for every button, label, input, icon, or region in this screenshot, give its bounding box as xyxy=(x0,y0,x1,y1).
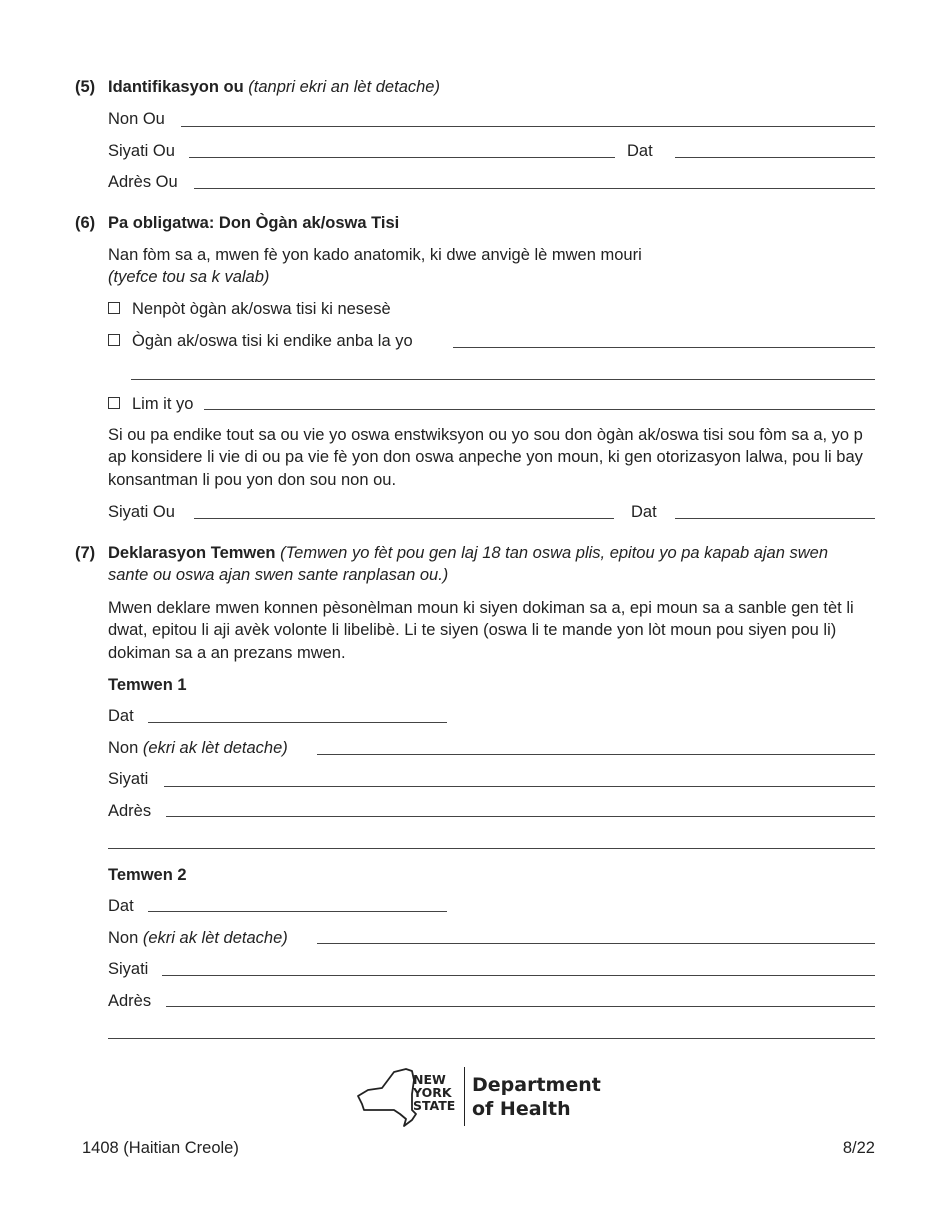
witness-1-name-text: Non xyxy=(108,739,139,757)
donation-signature-field[interactable] xyxy=(194,518,614,519)
witness-2-address-label: Adrès xyxy=(108,992,152,1010)
donation-intro-note: (tyefce tou sa k valab) xyxy=(108,268,270,286)
donation-paragraph: Si ou pa endike tout sa ou vie yo oswa enstwiksyon ou yo sou don ògàn ak/oswa tisi sou fòm sa a, yo p ap konsidere li vie di ou pa vie fè yon don oswa anpeche yon moun, ki gen otorizasyon lalwa, pou li bay konsantman li pou yon don sou non ou. xyxy=(108,426,863,489)
witness-2-date-field[interactable] xyxy=(148,911,447,912)
witness-1-name-label xyxy=(108,737,288,759)
witness-1-date-label: Dat xyxy=(108,707,134,725)
option-limits[interactable] xyxy=(108,393,193,415)
witness-1-address-field[interactable] xyxy=(166,816,875,817)
form-date: 8/22 xyxy=(842,1139,875,1157)
witness-2-address-field-2[interactable] xyxy=(108,1038,875,1039)
donation-intro: Nan fòm sa a, mwen fè yon kado anatomik, ki dwe anvigè lè mwen mouri xyxy=(108,246,642,264)
limits-field[interactable] xyxy=(204,409,875,410)
witness-1-signature-field[interactable] xyxy=(164,786,875,787)
section-6-title: Pa obligatwa: Don Ògàn ak/oswa Tisi xyxy=(108,214,400,232)
checkbox-listed-organs[interactable] xyxy=(108,334,120,346)
witness-1-title: Temwen 1 xyxy=(108,676,187,694)
option-listed-organs-label: Ògàn ak/oswa tisi ki endike anba la yo xyxy=(132,332,413,350)
section-5-heading xyxy=(108,76,440,98)
section-7-title: Deklarasyon Temwen xyxy=(108,544,276,562)
witness-2-title: Temwen 2 xyxy=(108,866,187,884)
witness-2-signature-field[interactable] xyxy=(162,975,875,976)
dept-line-1: Department xyxy=(472,1074,601,1096)
signature-label: Siyati Ou xyxy=(108,142,175,160)
witness-2-name-note: (ekri ak lèt detache) xyxy=(142,929,288,947)
name-label: Non Ou xyxy=(108,110,165,128)
option-limits-label: Lim it yo xyxy=(132,395,194,413)
nys-map-icon xyxy=(356,1066,418,1128)
section-7-number: (7) xyxy=(75,544,96,562)
state-line-1: NEW xyxy=(413,1072,446,1087)
section-7-note: (Temwen yo fèt pou gen laj 18 tan oswa plis, epitou yo pa kapab ajan swen sante ou oswa ajan swen sante ranplasan ou.) xyxy=(108,544,829,584)
date-field[interactable] xyxy=(675,157,875,158)
section-6-number: (6) xyxy=(75,214,96,232)
witness-1-address-label: Adrès xyxy=(108,802,152,820)
witness-2-signature-label: Siyati xyxy=(108,960,149,978)
witness-1-name-note: (ekri ak lèt detache) xyxy=(142,739,288,757)
logo-divider xyxy=(464,1067,465,1126)
witness-2-name-field[interactable] xyxy=(317,943,875,944)
witness-1-date-field[interactable] xyxy=(148,722,447,723)
option-any-organs[interactable] xyxy=(108,298,391,320)
address-label: Adrès Ou xyxy=(108,173,178,191)
section-7-heading xyxy=(108,542,868,586)
witness-2-name-text: Non xyxy=(108,929,139,947)
option-listed-organs[interactable] xyxy=(108,330,413,352)
form-id: 1408 (Haitian Creole) xyxy=(82,1139,239,1157)
listed-organs-field-2[interactable] xyxy=(131,379,875,380)
witness-2-date-label: Dat xyxy=(108,897,134,915)
signature-field[interactable] xyxy=(189,157,615,158)
witness-2-address-field[interactable] xyxy=(166,1006,875,1007)
listed-organs-field[interactable] xyxy=(453,347,875,348)
dept-line-2: of Health xyxy=(472,1098,571,1120)
section-5-title: Idantifikasyon ou xyxy=(108,78,244,96)
state-line-2: YORK xyxy=(413,1085,452,1100)
nys-wordmark xyxy=(413,1073,455,1112)
witness-1-signature-label: Siyati xyxy=(108,770,149,788)
section-5-number: (5) xyxy=(75,78,96,96)
witness-2-name-label xyxy=(108,927,288,949)
nys-doh-logo xyxy=(356,1066,601,1130)
witness-1-address-field-2[interactable] xyxy=(108,848,875,849)
witness-1-name-field[interactable] xyxy=(317,754,875,755)
dept-wordmark xyxy=(472,1073,601,1121)
option-any-organs-label: Nenpòt ògàn ak/oswa tisi ki nesesè xyxy=(132,300,391,318)
donation-signature-label: Siyati Ou xyxy=(108,503,175,521)
checkbox-limits[interactable] xyxy=(108,397,120,409)
witness-paragraph: Mwen deklare mwen konnen pèsonèlman moun ki siyen dokiman sa a, epi moun sa a sanble gen tèt li dwat, epitou li aji avèk volonte li libelibè. Li te siyen (oswa li te mande yon lòt moun pou siyen pou li) dokiman sa a an prezans mwen. xyxy=(108,599,854,662)
donation-date-field[interactable] xyxy=(675,518,875,519)
section-5-note: (tanpri ekri an lèt detache) xyxy=(248,78,440,96)
checkbox-any-organs[interactable] xyxy=(108,302,120,314)
address-field[interactable] xyxy=(194,188,875,189)
donation-date-label: Dat xyxy=(631,503,657,521)
state-line-3: STATE xyxy=(413,1098,456,1113)
date-label: Dat xyxy=(627,142,653,160)
name-field[interactable] xyxy=(181,126,875,127)
